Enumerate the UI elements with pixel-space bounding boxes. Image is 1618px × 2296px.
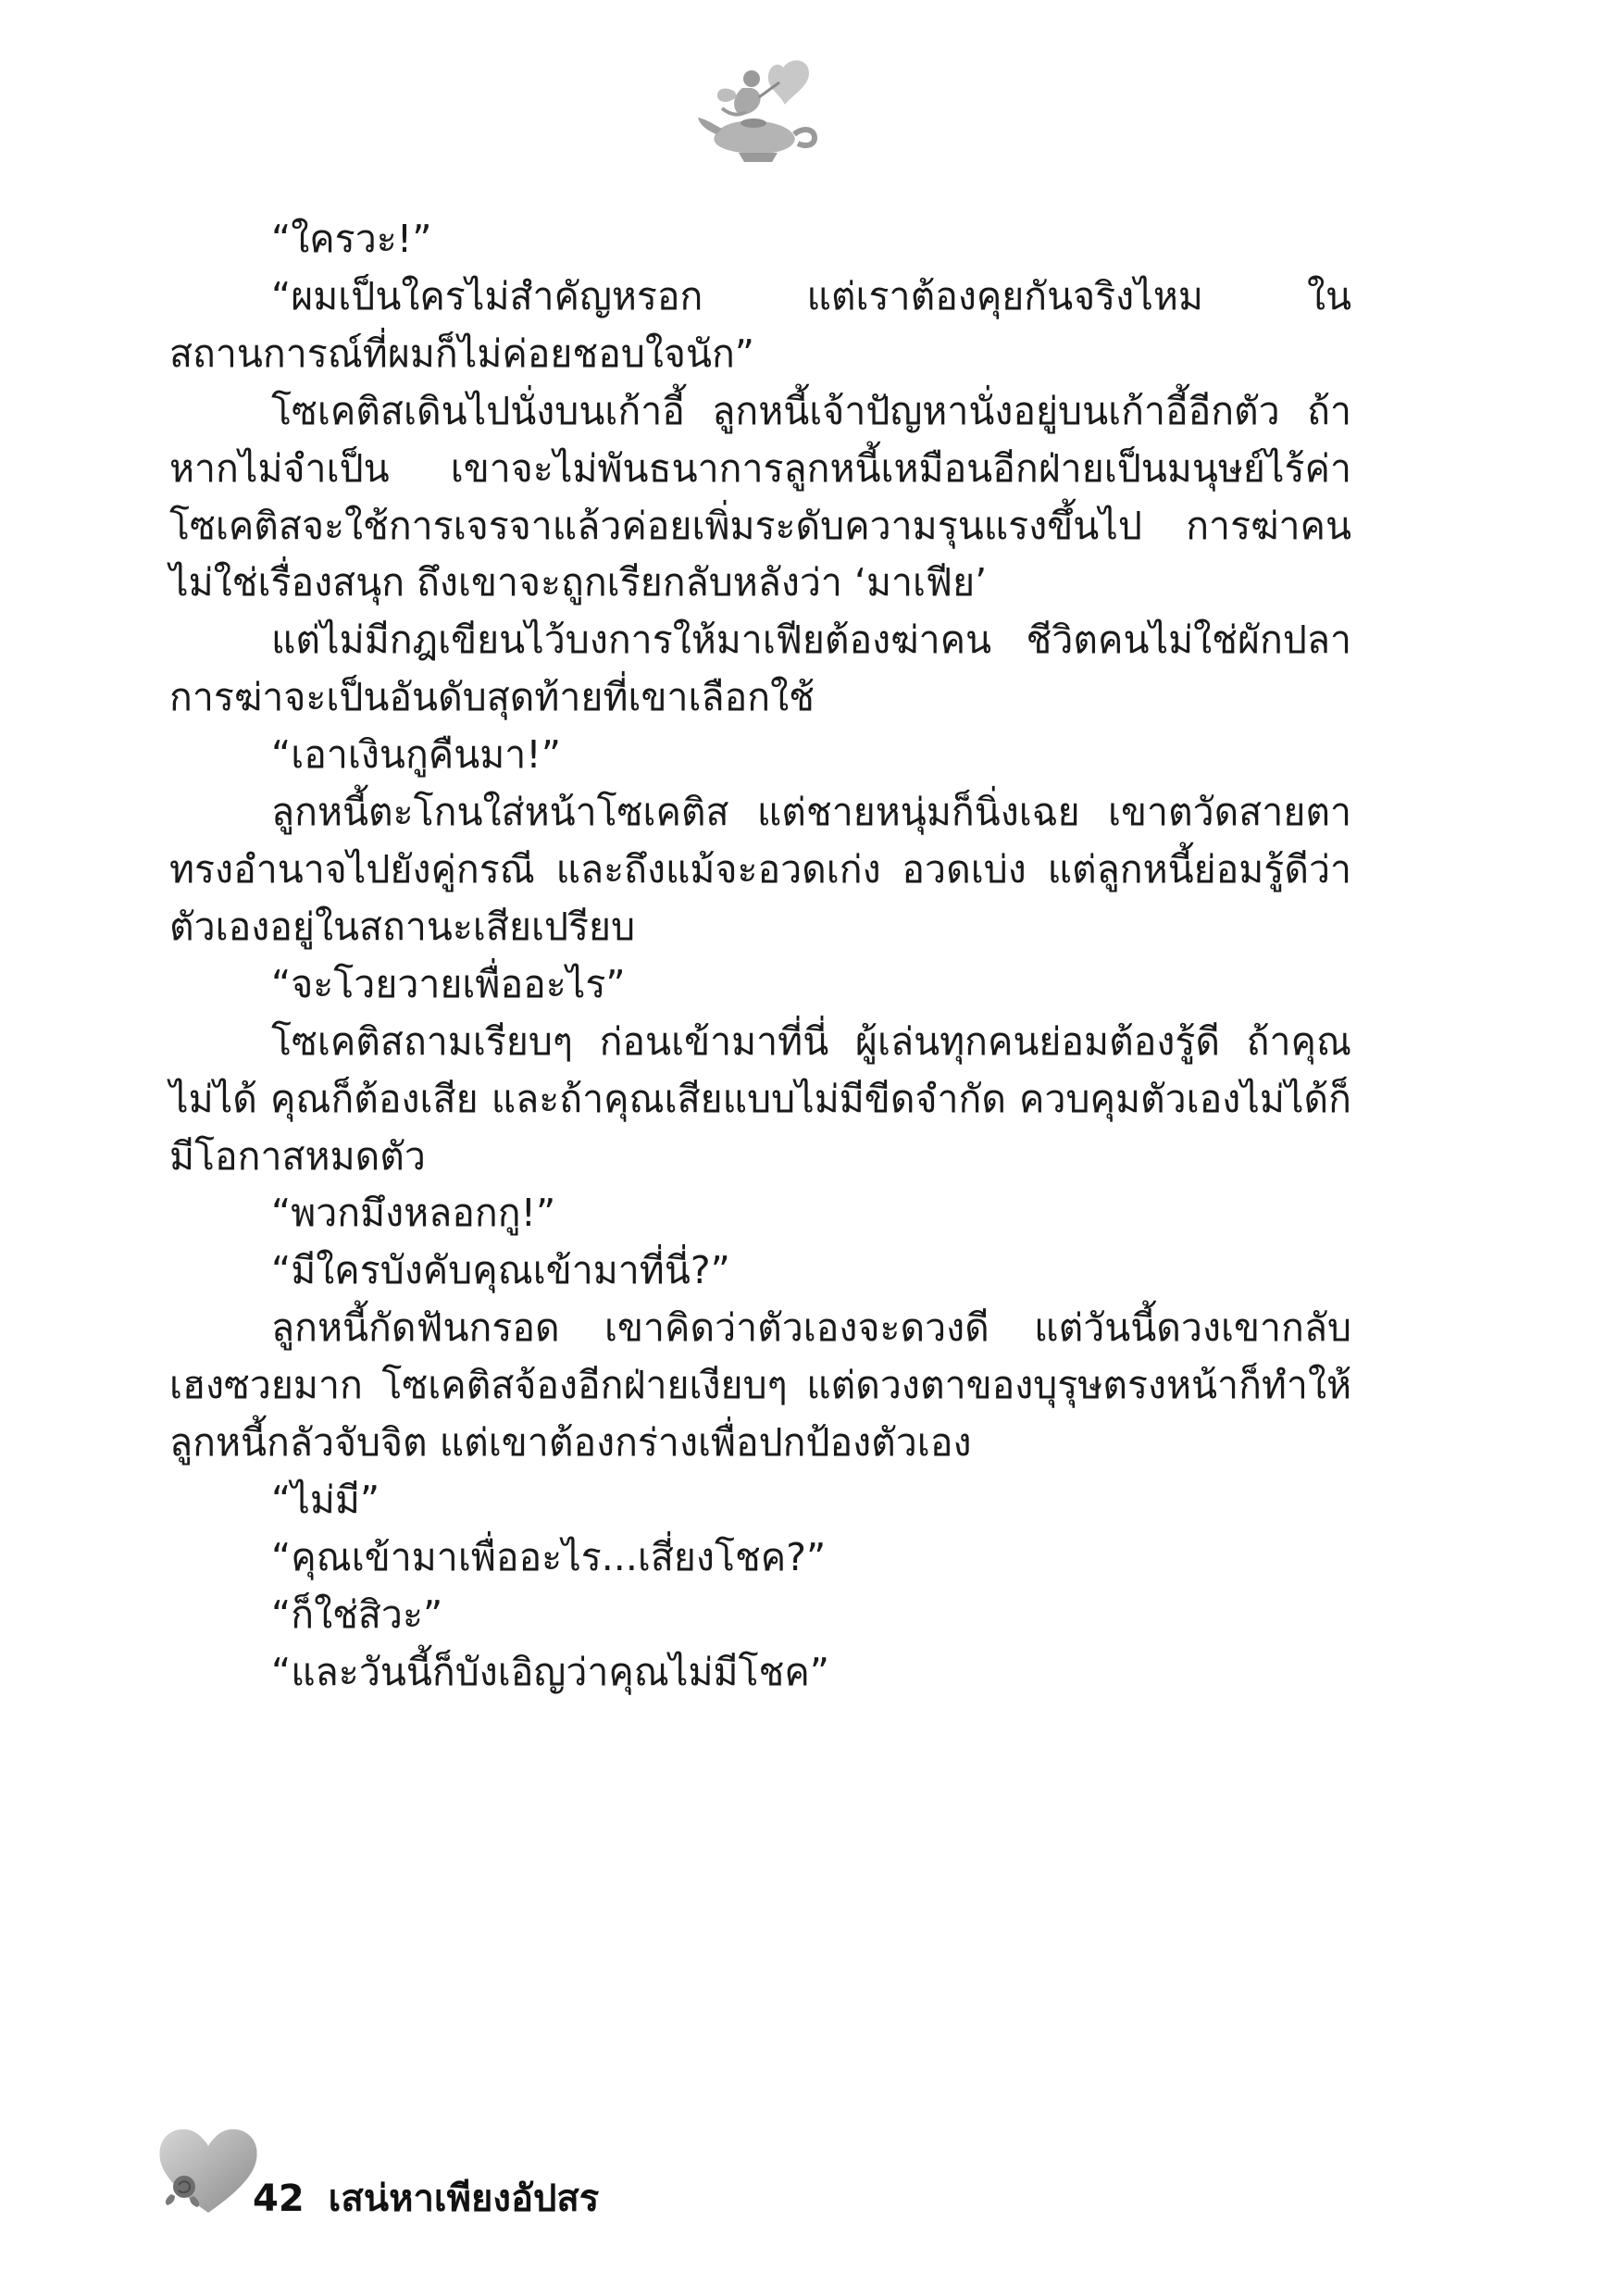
paragraph: “ไม่มี”: [271, 1477, 380, 1522]
paragraph: ลูกหนี้ตะโกนใส่หน้าโซเคติส แต่ชายหนุ่มก็นิ่งเฉย เขาตวัดสายตาทรงอำนาจไปยังคู่กรณี และถึงแม้จะอวดเก่ง อวดเบ่ง แต่ลูกหนี้ย่อมรู้ดีว่าตัวเองอยู่ในสถานะเสียเปรียบ: [169, 790, 1351, 949]
page-footer: [153, 2120, 708, 2240]
paragraph: “และวันนี้ก็บังเอิญว่าคุณไม่มีโชค”: [271, 1649, 830, 1694]
running-footer: [253, 2168, 599, 2227]
paragraph: โซเคติสถามเรียบๆ ก่อนเข้ามาที่นี่ ผู้เล่นทุกคนย่อมต้องรู้ดี ถ้าคุณไม่ได้ คุณก็ต้องเสีย และถ้าคุณเสียแบบไม่มีขีดจำกัด ควบคุมตัวเองไม่ได้ก็มีโอกาสหมดตัว: [169, 1018, 1351, 1179]
paragraph: โซเคติสเดินไปนั่งบนเก้าอี้ ลูกหนี้เจ้าปัญหานั่งอยู่บนเก้าอี้อีกตัว ถ้าหากไม่จำเป็น เขาจะไม่พันธนาการลูกหนี้เหมือนอีกฝ่ายเป็นมนุษย์ไร้ค่า โซเคติสจะใช้การเจรจาแล้วค่อยเพิ่มระดับความรุนแรงขึ้นไป การฆ่าคนไม่ใช่เรื่องสนุก ถึงเขาจะถูกเรียกลับหลังว่า ‘มาเฟีย’: [169, 388, 1351, 605]
paragraph: “พวกมึงหลอกกู!”: [271, 1191, 556, 1236]
paragraph: “ผมเป็นใครไม่สำคัญหรอก แต่เราต้องคุยกันจริงไหม ในสถานการณ์ที่ผมก็ไม่ค่อยชอบใจนัก”: [169, 273, 1351, 376]
paragraph: “ก็ใช่สิวะ”: [271, 1591, 443, 1637]
paragraph: “เอาเงินกูคืนมา!”: [271, 732, 561, 778]
paragraph: แต่ไม่มีกฎเขียนไว้บงการให้มาเฟียต้องฆ่าคน ชีวิตคนไม่ใช่ผักปลา การฆ่าจะเป็นอันดับสุดท้ายที่เขาเลือกใช้: [169, 618, 1351, 720]
paragraph: “มีใครบังคับคุณเข้ามาที่นี่?”: [271, 1248, 730, 1293]
story-text: [169, 211, 1351, 1702]
heart-rose-icon: [153, 2120, 264, 2222]
page-number: 42: [253, 2177, 305, 2220]
book-title: เสน่หาเพียงอัปสร: [328, 2177, 600, 2220]
paragraph: “จะโวยวายเพื่ออะไร”: [271, 961, 626, 1006]
paragraph: “คุณเข้ามาเพื่ออะไร...เสี่ยงโชค?”: [271, 1534, 827, 1579]
paragraph: “ใครวะ!”: [271, 217, 432, 261]
paragraph: ลูกหนี้กัดฟันกรอด เขาคิดว่าตัวเองจะดวงดี แต่วันนี้ดวงเขากลับเฮงซวยมาก โซเคติสจ้องอีกฝ่ายเงียบๆ แต่ดวงตาของบุรุษตรงหน้าก็ทำให้ลูกหนี้กลัวจับจิต แต่เขาต้องกร่างเพื่อปกป้องตัวเอง: [169, 1305, 1351, 1466]
cupid-magic-lamp-ornament-icon: [694, 51, 824, 181]
